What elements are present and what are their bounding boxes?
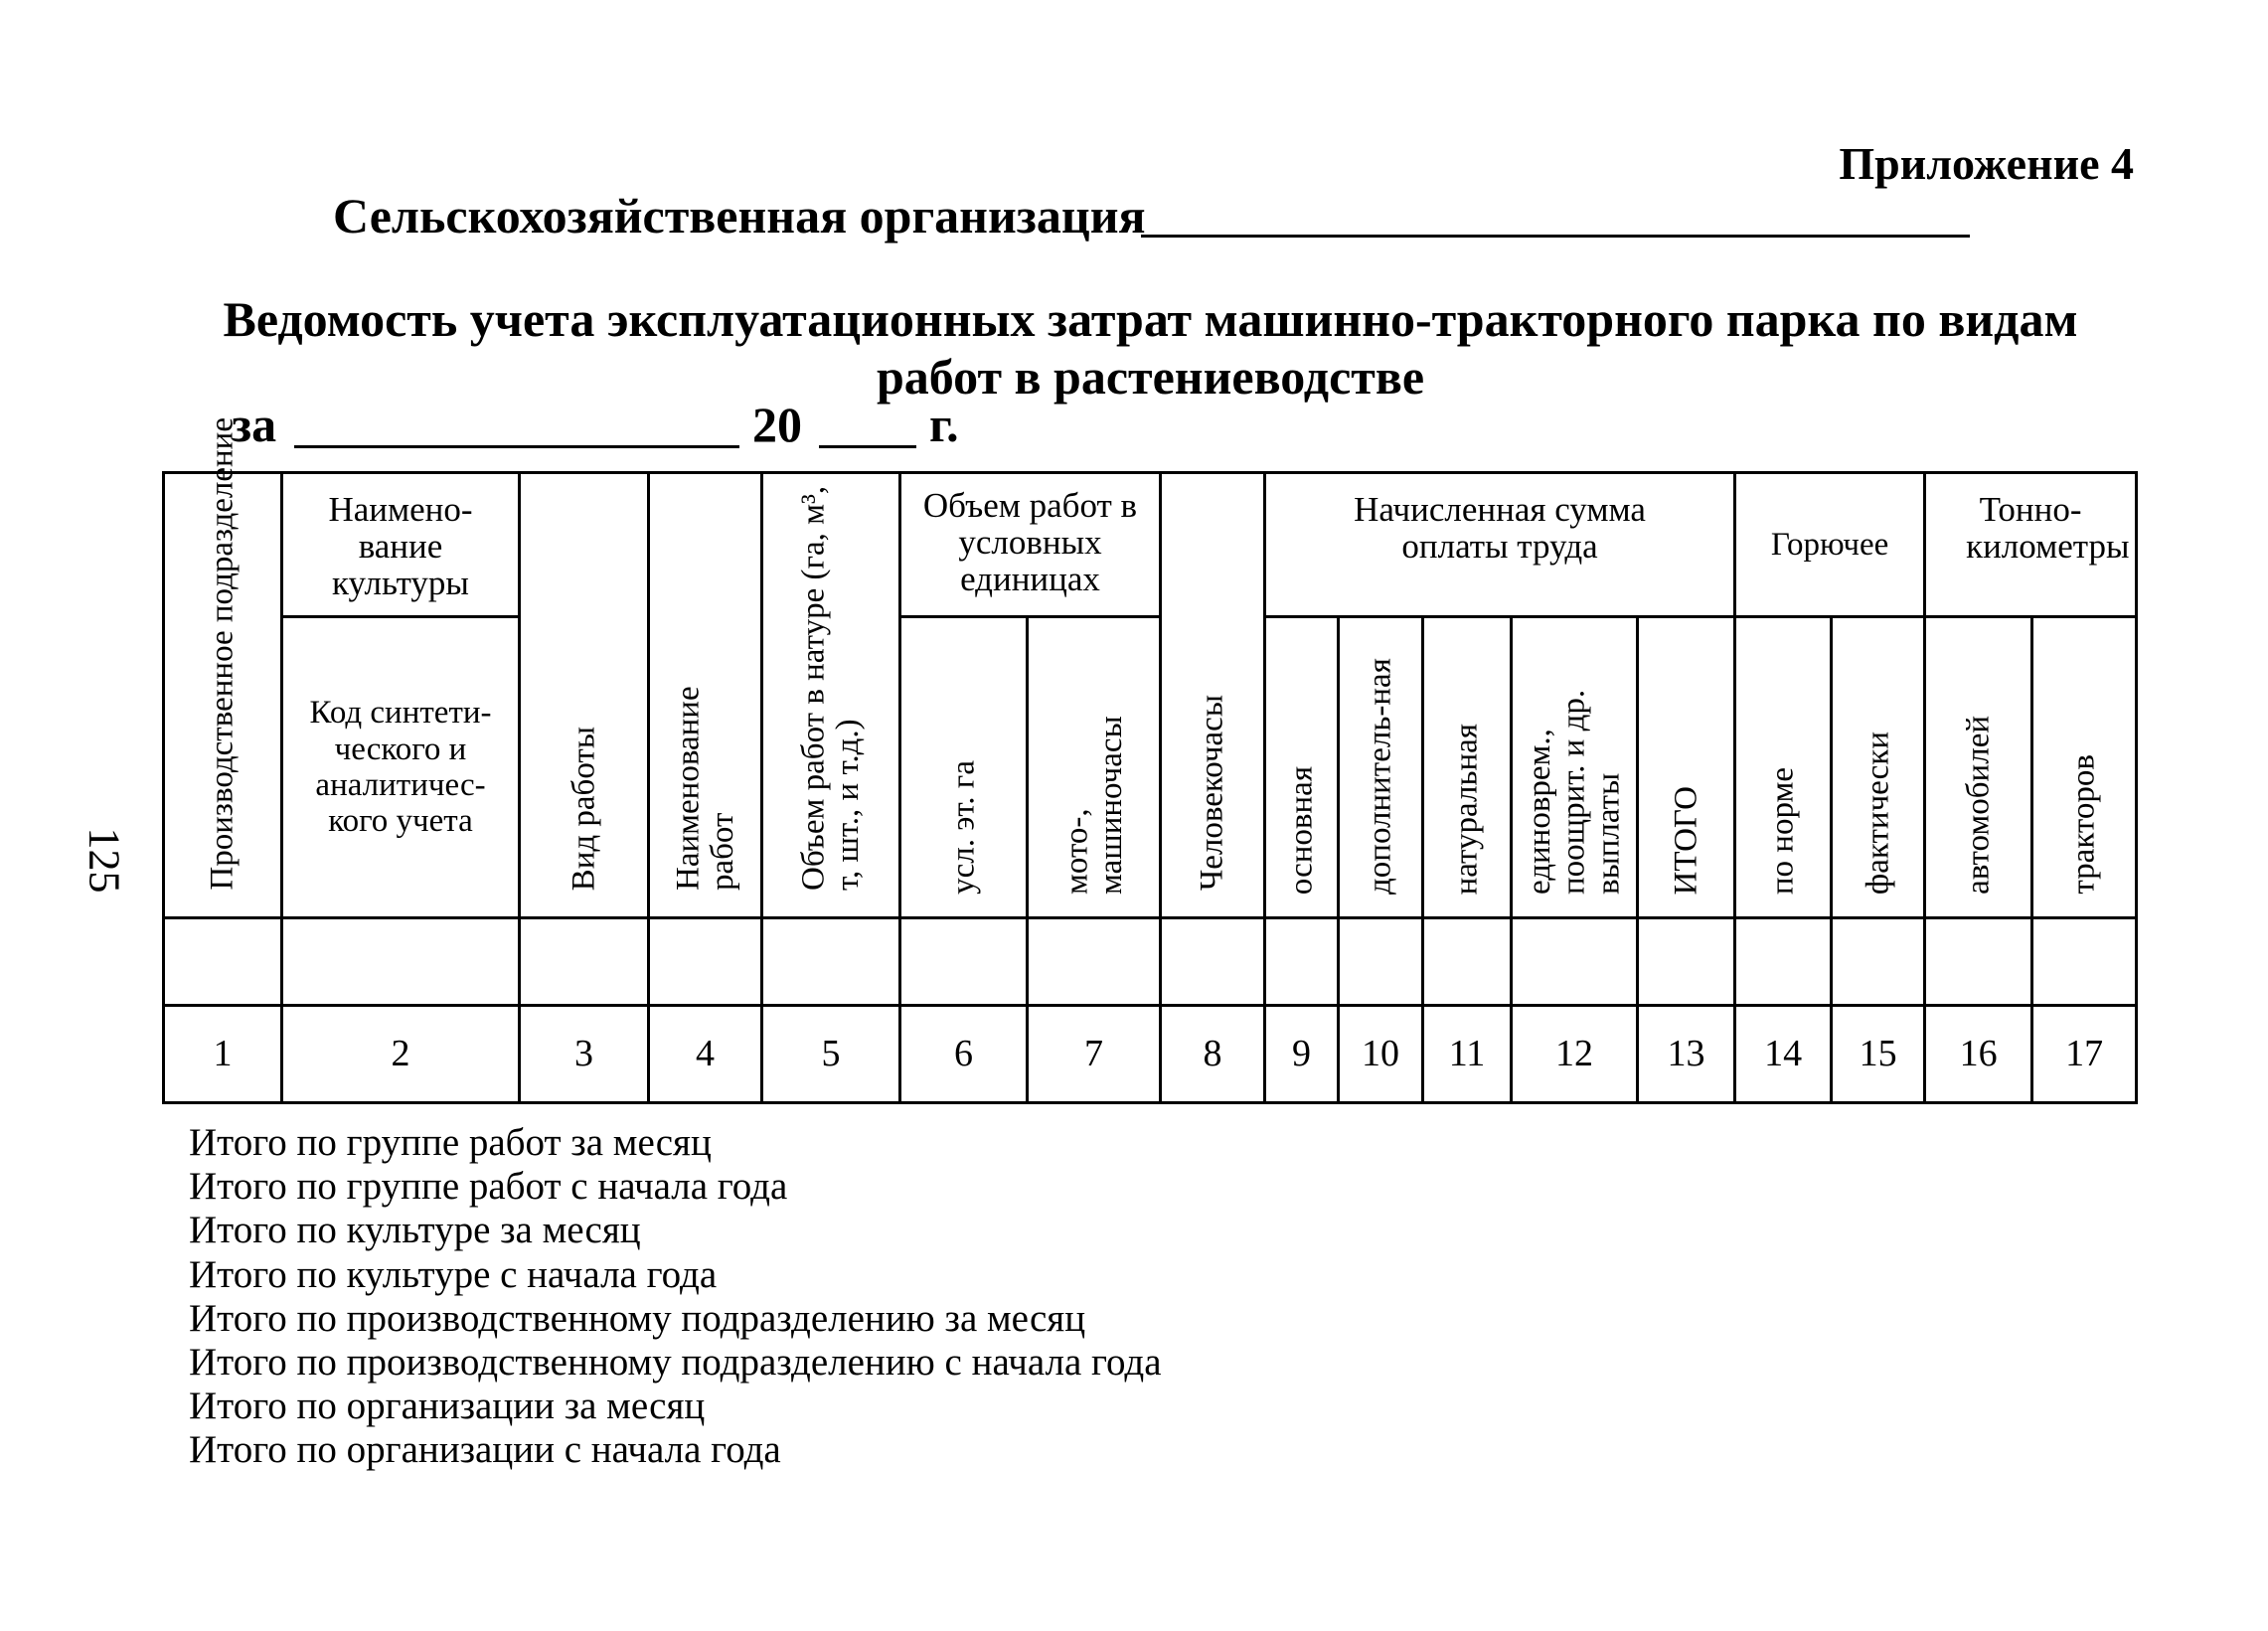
column-number: 15: [1832, 1006, 1925, 1103]
table-cell[interactable]: [2032, 918, 2137, 1006]
page-number: 125: [80, 827, 129, 894]
header-tkm-tractors: тракторов: [2032, 617, 2137, 918]
column-number: 14: [1735, 1006, 1832, 1103]
totals-line: Итого по группе работ за месяц: [189, 1121, 712, 1164]
column-number: 10: [1339, 1006, 1423, 1103]
document-title-line2: работ в растениеводстве: [876, 349, 1425, 405]
header-machine-hours: мото-, машиночасы: [1028, 617, 1161, 918]
totals-line: Итого по организации с начала года: [189, 1428, 781, 1472]
column-number: 2: [282, 1006, 520, 1103]
header-production-unit: Производственное подразделение: [164, 473, 282, 918]
header-account-code: Код синтети-ческого и аналитичес-кого учета: [282, 617, 520, 918]
column-number: 16: [1925, 1006, 2032, 1103]
table-cell[interactable]: [1512, 918, 1638, 1006]
year-fill-line: [819, 445, 916, 448]
header-fuel: Горючее: [1735, 473, 1925, 617]
header-volume-natural: Объем работ в натуре (га, м³, т, шт., и т.д.): [762, 473, 900, 918]
column-number-row: [164, 1006, 2137, 1103]
header-fuel-norm: по норме: [1735, 617, 1832, 918]
column-number: 8: [1161, 1006, 1265, 1103]
column-number: 13: [1638, 1006, 1735, 1103]
header-wage-in-kind: натуральная: [1423, 617, 1512, 918]
column-number: 1: [164, 1006, 282, 1103]
table-cell[interactable]: [164, 918, 282, 1006]
totals-line: Итого по организации за месяц: [189, 1385, 706, 1428]
header-conv-hectares: усл. эт. га: [900, 617, 1028, 918]
table-cell[interactable]: [1423, 918, 1512, 1006]
header-fuel-actual: фактически: [1832, 617, 1925, 918]
period-century: 20: [752, 397, 802, 452]
document-title-line1: Ведомость учета эксплуатационных затрат машинно-тракторного парка по видам: [223, 291, 2078, 347]
header-accrued-wages: Начисленная сумма оплаты труда: [1265, 473, 1735, 617]
table-cell[interactable]: [282, 918, 520, 1006]
header-wage-bonuses: единоврем., поощрит. и др. выплаты: [1512, 617, 1638, 918]
column-number: 9: [1265, 1006, 1339, 1103]
organization-fill-line: [1141, 235, 1970, 238]
column-number: 11: [1423, 1006, 1512, 1103]
table-cell[interactable]: [1638, 918, 1735, 1006]
blank-entry-row: [164, 918, 2137, 1006]
column-number: 7: [1028, 1006, 1161, 1103]
header-crop-name: Наимено-вание культуры: [282, 473, 520, 617]
table-cell[interactable]: [1028, 918, 1161, 1006]
table-cell[interactable]: [1161, 918, 1265, 1006]
column-number: 17: [2032, 1006, 2137, 1103]
table-cell[interactable]: [649, 918, 762, 1006]
totals-line: Итого по производственному подразделению за месяц: [189, 1296, 1086, 1340]
header-work-type: Вид работы: [520, 473, 649, 918]
header-wage-total: ИТОГО: [1638, 617, 1735, 918]
column-number: 4: [649, 1006, 762, 1103]
table-cell[interactable]: [520, 918, 649, 1006]
period-prefix: за: [232, 397, 277, 452]
totals-line: Итого по культуре за месяц: [189, 1209, 641, 1252]
header-wage-additional: дополнитель-ная: [1339, 617, 1423, 918]
totals-line: Итого по производственному подразделению с начала года: [189, 1341, 1162, 1385]
header-man-hours: Человекочасы: [1161, 473, 1265, 918]
totals-line: Итого по группе работ с начала года: [189, 1165, 788, 1209]
header-wage-basic: основная: [1265, 617, 1339, 918]
table-cell[interactable]: [1265, 918, 1339, 1006]
column-number: 3: [520, 1006, 649, 1103]
totals-list: [189, 1121, 1162, 1473]
period-suffix: г.: [929, 397, 959, 452]
header-volume-conventional: Объем работ в условных единицах: [900, 473, 1161, 617]
totals-line: Итого по культуре с начала года: [189, 1252, 718, 1296]
table-cell[interactable]: [1925, 918, 2032, 1006]
column-number: 12: [1512, 1006, 1638, 1103]
period-fill-line: [294, 445, 739, 448]
header-ton-kilometers: Тонно-километры: [1925, 473, 2137, 617]
table-cell[interactable]: [1339, 918, 1423, 1006]
column-number: 5: [762, 1006, 900, 1103]
appendix-label: Приложение 4: [1839, 138, 2134, 189]
header-work-name: Наименование работ: [649, 473, 762, 918]
table-cell[interactable]: [1832, 918, 1925, 1006]
organization-label: Сельскохозяйственная организация: [333, 188, 1146, 244]
table-cell[interactable]: [762, 918, 900, 1006]
table-cell[interactable]: [1735, 918, 1832, 1006]
header-tkm-cars: автомобилей: [1925, 617, 2032, 918]
table-cell[interactable]: [900, 918, 1028, 1006]
column-number: 6: [900, 1006, 1028, 1103]
